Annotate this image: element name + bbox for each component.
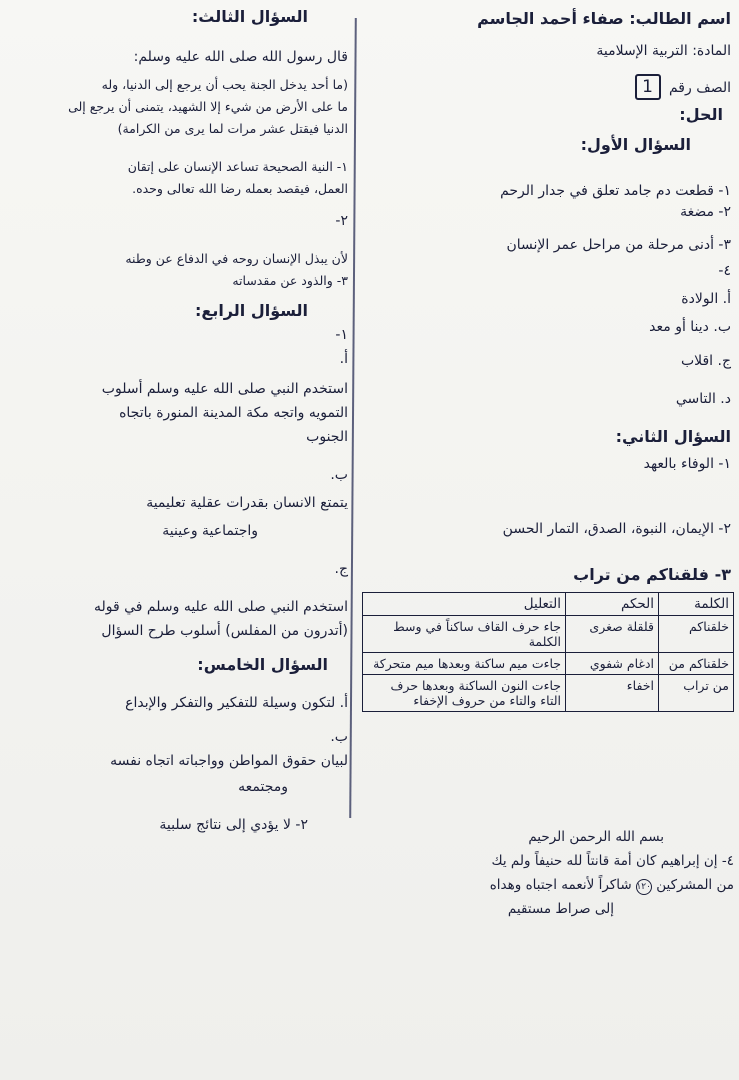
- q4-item-b: ب.: [330, 467, 348, 483]
- q4-item-c: ج.: [334, 561, 348, 577]
- q1-item-3: ٣- أدنى مرحلة من مراحل عمر الإنسان: [506, 237, 731, 253]
- q3-answer-1a: ١- النية الصحيحة تساعد الإنسان على إتقان: [127, 159, 348, 174]
- q3-answer-2a: لأن يبذل الإنسان روحه في الدفاع عن وطنه: [125, 251, 348, 266]
- verse-number: ١٢٠: [636, 879, 652, 895]
- q1-item-4d: د. التاسي: [675, 391, 731, 407]
- q2-item-2: ٢- الإيمان، النبوة، الصدق، التمار الحسن: [502, 521, 731, 537]
- table-header-reason: التعليل: [363, 593, 566, 616]
- q4-b-line-2: واجتماعية وعينية: [162, 523, 258, 539]
- grade-line: [635, 74, 731, 100]
- answer-heading: الحل:: [679, 105, 723, 124]
- verse-line-3: إلى صراط مستقيم: [507, 901, 614, 917]
- verse-part: شاكراً لأنعمه اجتباه وهداه: [489, 877, 632, 893]
- student-name: اسم الطالب: صفاء أحمد الجاسم: [477, 9, 731, 28]
- q1-item-4: ٤-: [718, 263, 731, 279]
- hadith-line-2: ما على الأرض من شيء إلا الشهيد، يتمنى أن يرجع إلى: [68, 99, 348, 114]
- q4-b-line-1: يتمتع الانسان بقدرات عقلية تعليمية: [146, 495, 348, 511]
- q1-item-1: ١- قطعت دم جامد تعلق في جدار الرحم: [500, 183, 731, 199]
- q4-a-line-1: استخدم النبي صلى الله عليه وسلم أسلوب: [101, 381, 348, 397]
- grade-label: الصف رقم: [668, 80, 731, 96]
- bismillah: بسم الله الرحمن الرحيم: [528, 829, 664, 845]
- q5-b-line-1: لبيان حقوق المواطن وواجباته اتجاه نفسه: [110, 753, 348, 769]
- q4-c-line-1: استخدم النبي صلى الله عليه وسلم في قوله: [93, 599, 348, 615]
- q2-item-1: ١- الوفاء بالعهد: [643, 456, 731, 472]
- q5-heading: السؤال الخامس:: [197, 655, 328, 674]
- q1-heading: السؤال الأول:: [580, 135, 691, 154]
- subject-line: المادة: التربية الإسلامية: [596, 43, 731, 59]
- q3-answer-1b: العمل، فيقصد بعمله رضا الله تعالى وحده.: [132, 181, 348, 196]
- table-cell-reason: جاء حرف القاف ساكناً في وسط الكلمة: [363, 616, 566, 653]
- q5-b-line-2: ومجتمعه: [238, 779, 288, 795]
- q4-item-1: ١-: [335, 327, 348, 343]
- table-cell-reason: جاءت النون الساكنة وبعدها حرف التاء والتاء من حروف الإخفاء: [363, 675, 566, 712]
- q3-answer-2b: ٣- والذود عن مقدساته: [232, 273, 348, 288]
- table-cell-word: من تراب: [659, 675, 734, 712]
- q1-item-4c: ج. اقلاب: [680, 353, 731, 369]
- q1-item-4a: أ. الولادة: [681, 291, 731, 307]
- verse-line-2: [490, 876, 734, 895]
- q1-item-4b: ب. دينا أو معد: [649, 319, 731, 335]
- verse-line-1: ٤- إن إبراهيم كان أمة قانتاً لله حنيفاً ولم يك: [491, 853, 734, 869]
- table-header-word: الكلمة: [659, 593, 734, 616]
- table-cell-word: خلقناكم: [659, 616, 734, 653]
- hadith-line-3: الدنيا فيقتل عشر مرات لما يرى من الكرامة): [117, 121, 348, 136]
- q4-c-line-2: (أتدرون من المفلس) أسلوب طرح السؤال: [101, 623, 348, 639]
- table-cell-rule: ادغام شفوي: [566, 653, 659, 675]
- q4-a-line-3: الجنوب: [306, 429, 348, 445]
- verse-part: من المشركين: [656, 877, 734, 893]
- table-header-rule: الحكم: [566, 593, 659, 616]
- q4-a-line-2: التمويه واتجه مكة المدينة المنورة باتجاه: [119, 405, 348, 421]
- table-header-row: [363, 593, 734, 616]
- q2-item-3: ٣- فلقناكم من تراب: [573, 565, 731, 584]
- table-row: [363, 675, 734, 712]
- table-row: [363, 653, 734, 675]
- q4-item-a: أ.: [339, 351, 348, 367]
- hadith-line-1: (ما أحد يدخل الجنة يحب أن يرجع إلى الدنيا، وله: [101, 77, 348, 92]
- q4-heading: السؤال الرابع:: [194, 301, 308, 320]
- q5-item-b: ب.: [330, 729, 348, 745]
- q5-item-a: أ. لتكون وسيلة للتفكير والتفكر والإبداع: [125, 695, 348, 711]
- q2-heading: السؤال الثاني:: [615, 427, 731, 446]
- q5-item-2: ٢- لا يؤدي إلى نتائج سلبية: [159, 817, 308, 833]
- table-row: [363, 616, 734, 653]
- q3-heading: السؤال الثالث:: [191, 7, 308, 26]
- hadith-intro: قال رسول الله صلى الله عليه وسلم:: [133, 49, 348, 65]
- table-cell-reason: جاءت ميم ساكنة وبعدها ميم متحركة: [363, 653, 566, 675]
- table-cell-rule: اخفاء: [566, 675, 659, 712]
- table-cell-word: خلقناكم من: [659, 653, 734, 675]
- tajweed-table: [362, 592, 734, 712]
- grade-number: 1: [635, 74, 661, 100]
- q3-answer-2: ٢-: [335, 213, 348, 229]
- table-cell-rule: قلقلة صغرى: [566, 616, 659, 653]
- q1-item-2: ٢- مضغة: [680, 204, 731, 220]
